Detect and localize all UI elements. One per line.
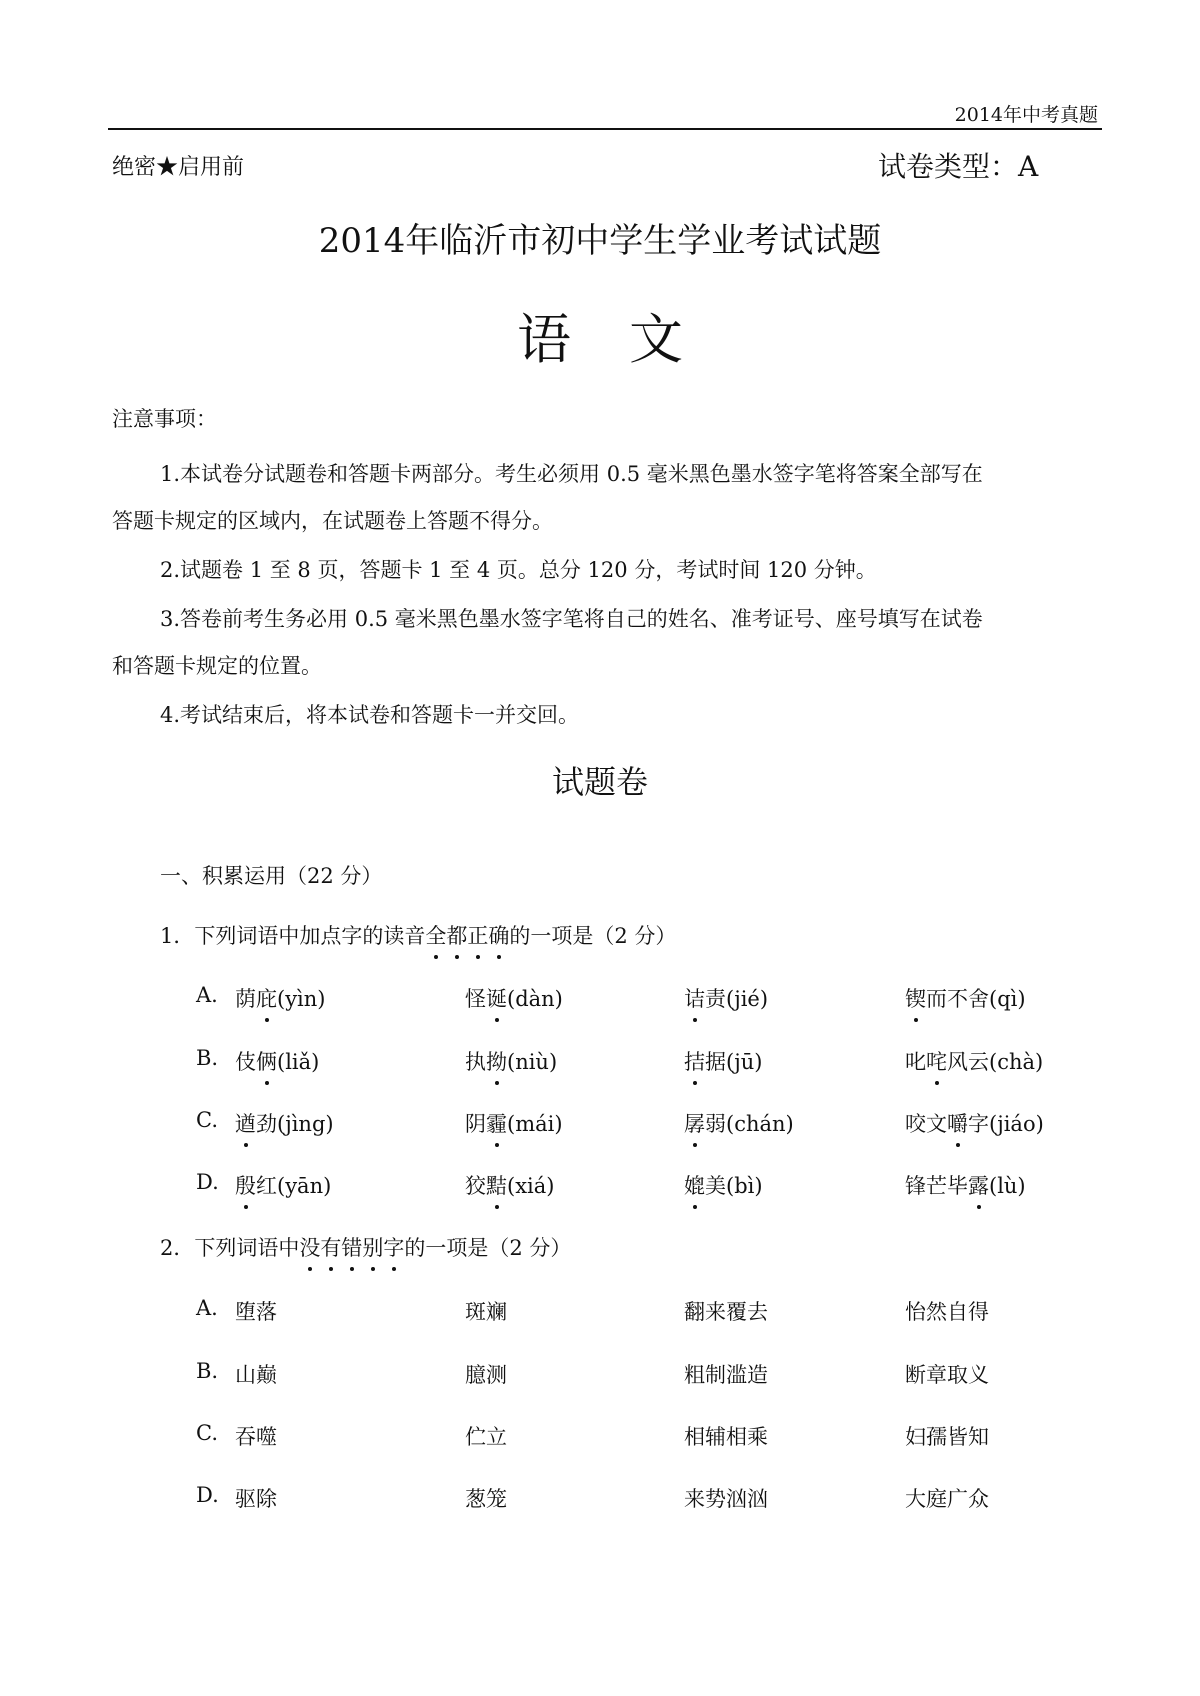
emphasis-dot-char: 拮 [684,1046,705,1076]
emphasis-dot-char: 嚼 [947,1108,968,1138]
option-item: 孱弱(chán) [684,1108,794,1138]
option-item: 翻来覆去 [684,1300,768,1324]
emphasis-dot-char: 诞 [486,983,507,1013]
option-label: A. [196,1296,218,1320]
part-title: 一、积累运用（22 分） [160,864,383,888]
emphasis-dot-char: 殷 [235,1170,256,1200]
option-item: 臆测 [465,1363,507,1387]
option-label: C. [196,1108,218,1132]
option-item: 诘责(jié) [684,983,768,1013]
option-item: 山巅 [235,1363,277,1387]
option-item: 叱咤风云(chà) [905,1046,1043,1076]
option-item: 粗制滥造 [684,1363,768,1387]
subject-title: 语文 [517,308,741,371]
option-label: D. [196,1170,219,1194]
option-item: 吞噬 [235,1425,277,1449]
option-item: 殷红(yān) [235,1170,331,1200]
emphasis-dot-char: 霾 [486,1108,507,1138]
option-item: 怡然自得 [905,1300,989,1324]
confidential-label: 绝密★启用前 [112,155,245,180]
emphasis-dot-char: 拗 [486,1046,507,1076]
option-item: 媲美(bì) [684,1170,763,1200]
paper-type-label: 试卷类型：A [878,150,1039,183]
option-item: 相辅相乘 [684,1425,768,1449]
emphasis-dot-char: 俩 [256,1046,277,1076]
exam-title: 2014年临沂市初中学生学业考试试题 [318,221,882,261]
notice-line: 3.答卷前考生务必用 0.5 毫米黑色墨水签字笔将自己的姓名、准考证号、座号填写在试卷 [160,607,983,631]
notice-line: 2.试题卷 1 至 8 页，答题卡 1 至 4 页。总分 120 分，考试时间 120 分钟。 [160,558,877,582]
option-item: 来势汹汹 [684,1487,768,1511]
emphasis-dot-char: 庇 [256,983,277,1013]
option-item: 怪诞(dàn) [465,983,563,1013]
option-item: 堕落 [235,1300,277,1324]
notice-line: 1.本试卷分试题卷和答题卡两部分。考生必须用 0.5 毫米黑色墨水签字笔将答案全部写在 [160,462,983,486]
option-item: 断章取义 [905,1363,989,1387]
emphasis-dot-char: 黠 [486,1170,507,1200]
emphasis-dot-char: 遒 [235,1108,256,1138]
notice-line: 4.考试结束后，将本试卷和答题卡一并交回。 [160,703,580,727]
option-item: 阴霾(mái) [465,1108,563,1138]
emphasis-dot-char: 咤 [926,1046,947,1076]
emphasis-dot-char: 正 [467,920,488,950]
header-divider [108,128,1102,130]
emphasis-dot-char: 媲 [684,1170,705,1200]
option-item: 大庭广众 [905,1487,989,1511]
option-item: 执拗(niù) [465,1046,557,1076]
emphasis-dot-char: 全 [425,920,446,950]
emphasis-dot-char: 确 [488,920,509,950]
option-item: 驱除 [235,1487,277,1511]
option-item: 伫立 [465,1425,507,1449]
option-item: 拮据(jū) [684,1046,762,1076]
option-item: 葱笼 [465,1487,507,1511]
emphasis-dot-char: 别 [362,1232,383,1262]
option-item: 妇孺皆知 [905,1425,989,1449]
emphasis-dot-char: 孱 [684,1108,705,1138]
option-label: A. [196,983,218,1007]
question-1-stem: 1．下列词语中加点字的读音全都正确的一项是（2 分） [160,920,676,950]
notice-line: 答题卡规定的区域内，在试题卷上答题不得分。 [112,509,553,533]
emphasis-dot-char: 字 [383,1232,404,1262]
emphasis-dot-char: 露 [968,1170,989,1200]
option-item: 咬文嚼字(jiáo) [905,1108,1044,1138]
option-label: B. [196,1359,219,1383]
option-label: D. [196,1483,219,1507]
emphasis-dot-char: 有 [320,1232,341,1262]
option-item: 斑斓 [465,1300,507,1324]
emphasis-dot-char: 没 [299,1232,320,1262]
notice-line: 和答题卡规定的位置。 [112,654,322,678]
option-item: 遒劲(jìng) [235,1108,334,1138]
option-item: 锋芒毕露(lù) [905,1170,1026,1200]
emphasis-dot-char: 锲 [905,983,926,1013]
option-item: 荫庇(yìn) [235,983,326,1013]
option-label: B. [196,1046,219,1070]
option-item: 伎俩(liǎ) [235,1046,319,1076]
option-item: 锲而不舍(qì) [905,983,1026,1013]
section-title: 试题卷 [551,763,648,801]
emphasis-dot-char: 诘 [684,983,705,1013]
notice-title: 注意事项： [112,407,217,431]
question-2-stem: 2．下列词语中没有错别字的一项是（2 分） [160,1232,571,1262]
header-label: 2014年中考真题 [954,104,1098,126]
emphasis-dot-char: 都 [446,920,467,950]
emphasis-dot-char: 错 [341,1232,362,1262]
option-label: C. [196,1421,218,1445]
option-item: 狡黠(xiá) [465,1170,554,1200]
